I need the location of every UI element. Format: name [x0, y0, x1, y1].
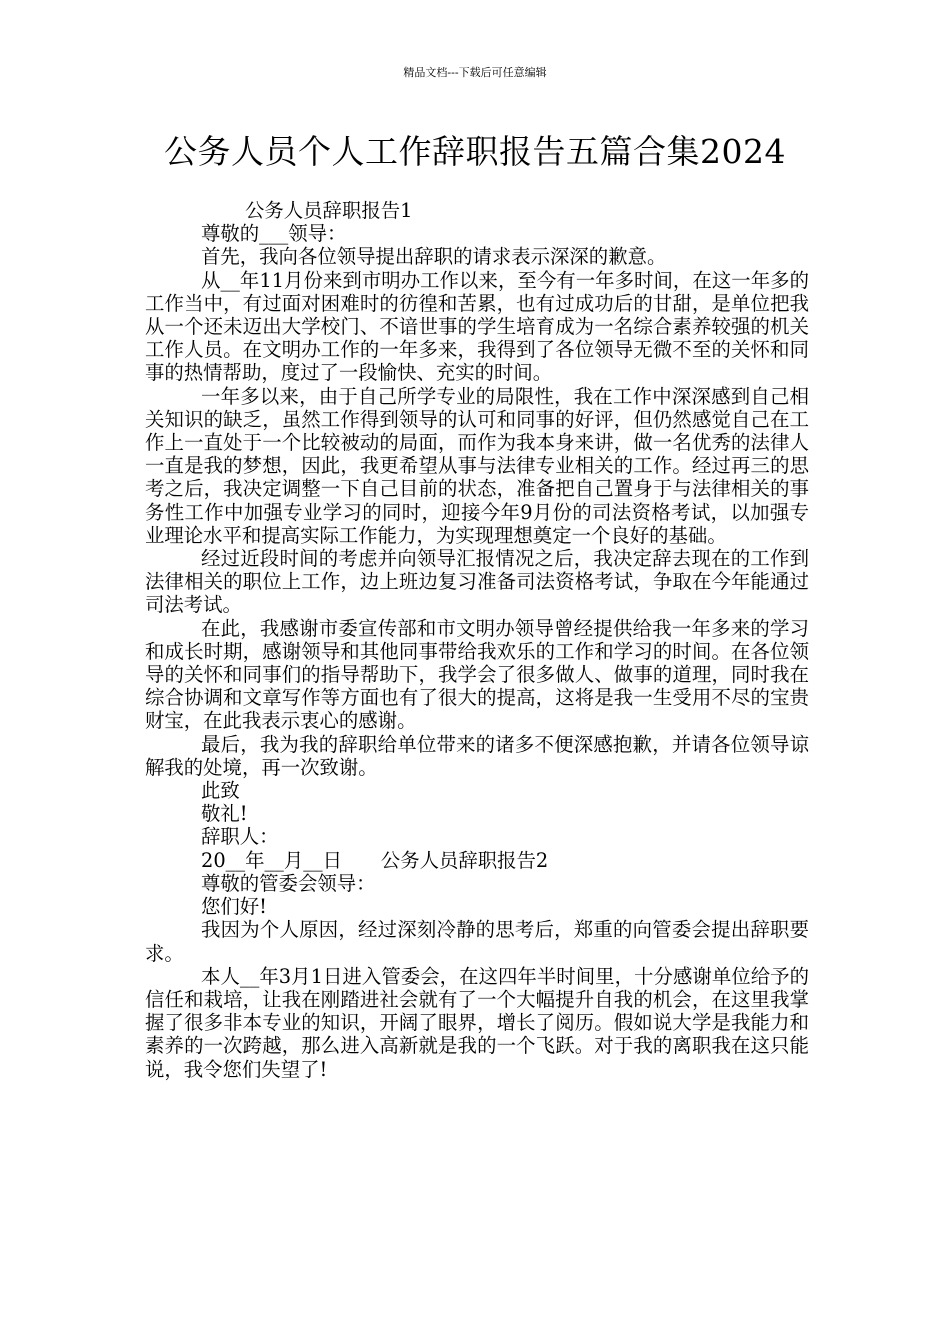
date-line: 20__年__月__日 公务人员辞职报告2: [201, 848, 549, 872]
salutation-1: 尊敬的___领导：: [201, 222, 347, 246]
paragraph: 首先，我向各位领导提出辞职的请求表示深深的歉意。: [201, 245, 667, 269]
paragraph: 在此，我感谢市委宣传部和市文明办领导曾经提供给我一年多来的学习和成长时期，感谢领导和其他同事带给我欢乐的工作和学习的时间。在各位领导的关怀和同事们的指导帮助下，我学会了很多做人、做事的道理，同时我在综合协调和文章写作等方面也有了很大的提高，这将是我一生受用不尽的宝贵财宝，在此我表示衷心的感谢。: [145, 616, 809, 733]
paragraph: 最后，我为我的辞职给单位带来的诸多不便深感抱歉，并请各位领导谅解我的处境，再一次致谢。: [145, 732, 809, 779]
document-title: 公务人员个人工作辞职报告五篇合集2024: [164, 132, 786, 171]
paragraph: 经过近段时间的考虑并向领导汇报情况之后，我决定辞去现在的工作到法律相关的职位上工作，边上班边复习准备司法资格考试，争取在今年能通过司法考试。: [145, 547, 809, 617]
closing-line: 敬礼!: [201, 802, 248, 826]
header-note: 精品文档---下载后可任意编辑: [403, 66, 547, 79]
greeting: 您们好!: [201, 895, 267, 919]
document-body: [145, 199, 809, 1081]
closing-line: 此致: [201, 779, 240, 803]
signature-line: 辞职人：: [201, 825, 279, 849]
salutation-2: 尊敬的管委会领导：: [201, 871, 376, 895]
paragraph: 从__年11月份来到市明办工作以来，至今有一年多时间，在这一年多的工作当中，有过面对困难时的彷徨和苦累，也有过成功后的甘甜，是单位把我从一个还未迈出大学校门、不谙世事的学生培育成为一名综合素养较强的机关工作人员。在文明办工作的一年多来，我得到了各位领导无微不至的关怀和同事的热情帮助，度过了一段愉快、充实的时间。: [145, 268, 809, 385]
paragraph: 一年多以来，由于自己所学专业的局限性，我在工作中深深感到自己相关知识的缺乏，虽然工作得到领导的认可和同事的好评，但仍然感觉自己在工作上一直处于一个比较被动的局面，而作为我本身来讲，做一名优秀的法律人一直是我的梦想，因此，我更希望从事与法律专业相关的工作。经过再三的思考之后，我决定调整一下自己目前的状态，准备把自己置身于与法律相关的事务性工作中加强专业学习的同时，迎接今年9月份的司法资格考试，以加强专业理论水平和提高实际工作能力，为实现理想奠定一个良好的基础。: [145, 384, 809, 547]
paragraph: 本人__年3月1日进入管委会，在这四年半时间里，十分感谢单位给予的信任和栽培，让我在刚踏进社会就有了一个大幅提升自我的机会，在这里我掌握了很多非本专业的知识，开阔了眼界，增长了阅历。假如说大学是我能力和素养的一次跨越，那么进入高新就是我的一个飞跃。对于我的离职我在这只能说，我令您们失望了!: [145, 964, 809, 1081]
paragraph: 我因为个人原因，经过深刻冷静的思考后，郑重的向管委会提出辞职要求。: [145, 918, 809, 965]
section-heading-1: 公务人员辞职报告1: [245, 199, 413, 222]
